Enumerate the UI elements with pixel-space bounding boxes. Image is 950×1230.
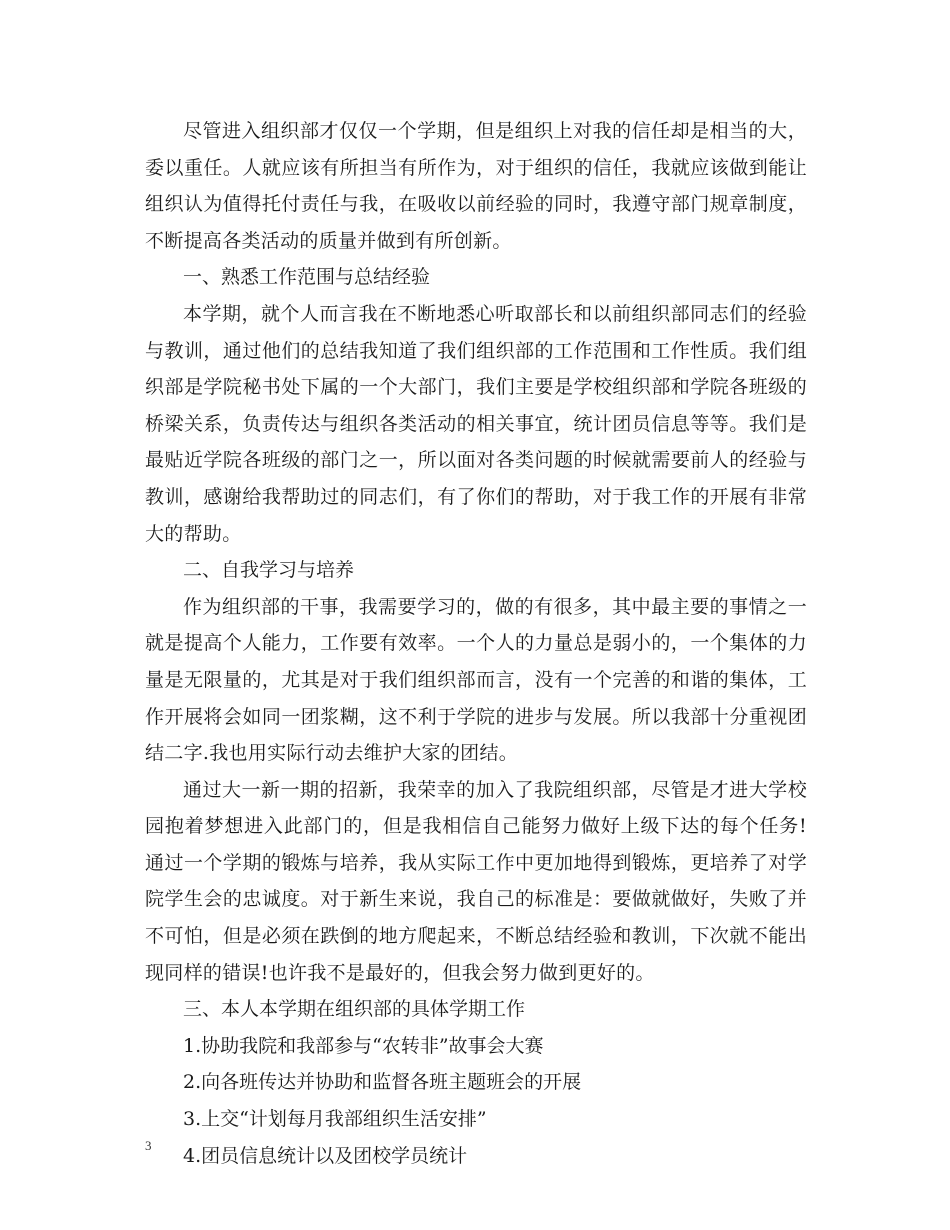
list-item-3: 3.上交“计划每月我部组织生活安排” xyxy=(183,1108,487,1131)
paragraph-section-2b: 通过大一新一期的招新，我荣幸的加入了我院组织部，尽管是才进大学校园抱着梦想进入此部门的，但是我相信自己能努力做好上级下达的每个任务!通过一个学期的锻炼与培养，我从实际工作中更加地得到锻炼，更培养了对学院学生会的忠诚度。对于新生来说，我自己的标准是：要做就做好，失败了并不可怕，但是必须在跌倒的地方爬起来，不断总结经验和教训，下次就不能出现同样的错误!也许我不是最好的，但我会努力做到更好的。 xyxy=(145,778,807,984)
section-heading-3: 三、本人本学期在组织部的具体学期工作 xyxy=(183,998,526,1021)
paragraph-intro: 尽管进入组织部才仅仅一个学期，但是组织上对我的信任却是相当的大，委以重任。人就应该有所担当有所作为，对于组织的信任，我就应该做到能让组织认为值得托付责任与我，在吸收以前经验的同时，我遵守部门规章制度，不断提高各类活动的质量并做到有所创新。 xyxy=(145,120,807,252)
section-heading-2: 二、自我学习与培养 xyxy=(183,559,355,582)
list-item-2: 2.向各班传达并协助和监督各班主题班会的开展 xyxy=(183,1071,582,1094)
paragraph-section-2a: 作为组织部的干事，我需要学习的，做的有很多，其中最主要的事情之一就是提高个人能力，工作要有效率。一个人的力量总是弱小的，一个集体的力量是无限量的，尤其是对于我们组织部而言，没有一个完善的和谐的集体，工作开展将会如同一团浆糊，这不利于学院的进步与发展。所以我部十分重视团结二字.我也用实际行动去维护大家的团结。 xyxy=(145,595,807,765)
list-item-1: 1.协助我院和我部参与“农转非”故事会大赛 xyxy=(183,1034,544,1057)
page-number: 3 xyxy=(145,1138,152,1153)
paragraph-section-1: 本学期，就个人而言我在不断地悉心听取部长和以前组织部同志们的经验与教训，通过他们的总结我知道了我们组织部的工作范围和工作性质。我们组织部是学院秘书处下属的一个大部门，我们主要是学校组织部和学院各班级的桥梁关系，负责传达与组织各类活动的相关事宜，统计团员信息等等。我们是最贴近学院各班级的部门之一，所以面对各类问题的时候就需要前人的经验与教训，感谢给我帮助过的同志们，有了你们的帮助，对于我工作的开展有非常大的帮助。 xyxy=(145,302,807,545)
list-item-4: 4.团员信息统计以及团校学员统计 xyxy=(183,1144,468,1167)
document-body xyxy=(145,113,807,1174)
section-heading-1: 一、熟悉工作范围与总结经验 xyxy=(183,266,431,289)
